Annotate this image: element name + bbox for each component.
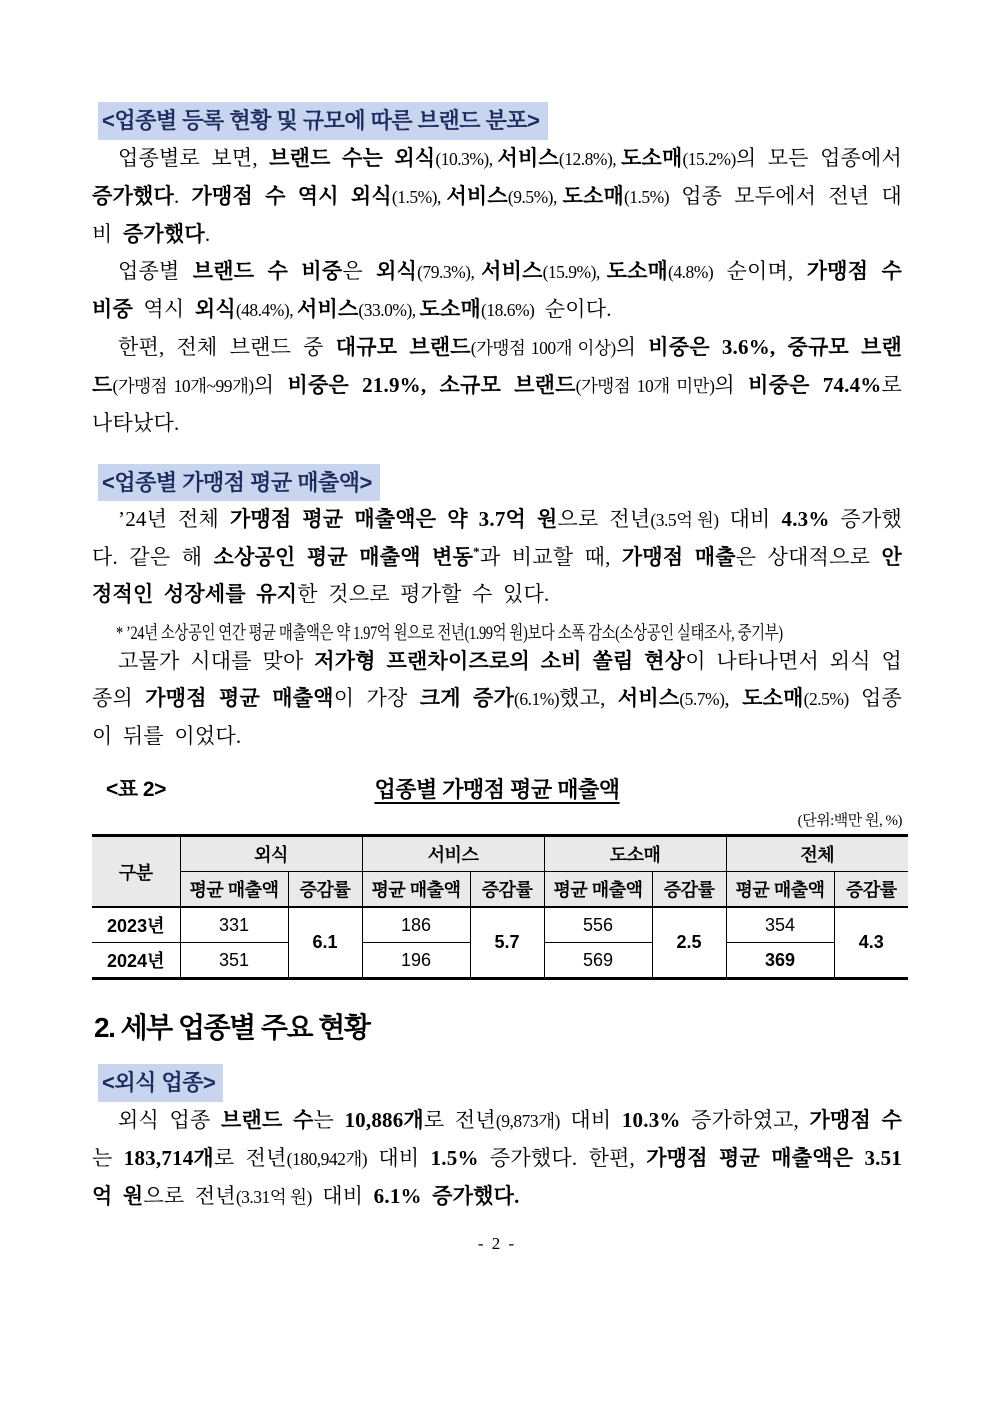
text-run: 외식 <box>376 258 418 283</box>
text-run: (1.5%) <box>623 186 670 207</box>
paragraph-industry-growth <box>92 140 902 253</box>
table-cell: 331 <box>180 907 288 943</box>
text-run: (가맹점 10개 미만) <box>575 375 715 396</box>
text-run: 증가했다. 한편, <box>478 1145 647 1170</box>
text-run: 가맹점 수 <box>809 1107 902 1132</box>
text-run: 업종별 <box>118 258 193 283</box>
footnote-text: * ’24년 소상공인 연간 평균 매출액은 약 1.97억 원으로 전년(1.99억 원)보다 소폭 감소(소상공인 실태조사, 중기부) <box>116 624 783 645</box>
table-header-row-groups <box>92 836 908 872</box>
text-run: 대비 <box>311 1183 374 1208</box>
text-run: 서비스 <box>497 145 559 170</box>
sub-header-avg-sales: 평균 매출액 <box>726 872 834 908</box>
text-run: 증가하였고, <box>680 1107 810 1132</box>
text-run: 은 <box>342 258 377 283</box>
text-run: 가맹점 수 비중 <box>92 258 902 321</box>
table-cell-growth-total: 4.3 <box>834 907 908 979</box>
text-run: 한 것으로 평가할 수 있다. <box>297 582 550 607</box>
text-run: 으로 전년 <box>143 1183 236 1208</box>
text-run: 대비 <box>367 1145 431 1170</box>
text-run: 6.1% 증가했다. <box>373 1183 520 1208</box>
text-run: 의 <box>714 372 749 397</box>
text-run: 의 <box>253 372 288 397</box>
text-run: (33.0%), <box>358 299 420 320</box>
text-run: 가맹점 매출 <box>621 545 736 570</box>
text-run: 대비 <box>718 507 782 532</box>
table-label: <표 2> <box>106 778 166 802</box>
text-run: 했고, <box>559 686 618 711</box>
section-header-food-sector: <외식 업종> <box>98 1064 223 1102</box>
text-run: 역시 <box>132 296 195 321</box>
text-run: 가맹점 평균 매출액 <box>145 686 334 711</box>
text-run: (79.3%), <box>417 261 482 282</box>
text-run: 도소매 <box>742 686 804 711</box>
table-cell-growth-service: 5.7 <box>470 907 544 979</box>
sub-header-avg-sales: 평균 매출액 <box>362 872 470 908</box>
col-group-food: 외식 <box>180 836 362 872</box>
table-header-row-subs <box>92 872 908 908</box>
table-unit-note: (단위:백만 원, %) <box>797 813 902 830</box>
text-run: 크게 증가 <box>419 686 515 711</box>
text-run: 이 가장 <box>333 686 420 711</box>
table-cell: 569 <box>544 943 652 979</box>
text-run: 도소매 <box>419 296 481 321</box>
text-run: 안정적인 성장세를 유지 <box>92 545 902 607</box>
text-run: 비중은 21.9%, 소규모 브랜드 <box>287 372 576 397</box>
text-run: 비중은 3.6%, 중규모 브랜드 <box>92 334 902 397</box>
text-run: (10.3%), <box>435 148 498 169</box>
text-run: 서비스 <box>617 686 680 711</box>
text-run: 저가형 프랜차이즈로의 소비 쏠림 현상 <box>314 649 686 674</box>
text-run: (3.5억 원) <box>650 510 719 531</box>
text-run: 10,886개 <box>344 1107 424 1132</box>
section-header-avg-sales: <업종별 가맹점 평균 매출액> <box>98 464 380 502</box>
text-run: 가맹점 평균 매출액은 3.51억 원 <box>92 1145 903 1208</box>
table-cell: 351 <box>180 943 288 979</box>
text-run: 로 전년 <box>423 1107 496 1132</box>
page-number: - 2 - <box>477 1233 517 1253</box>
table-cell: 196 <box>362 943 470 979</box>
footnote <box>116 619 902 643</box>
text-run: . <box>204 221 211 246</box>
text-run: 는 <box>313 1107 345 1132</box>
text-run: 업종 모두에서 전년 대비 <box>92 183 902 246</box>
text-run: 은 상대적으로 <box>735 545 882 570</box>
text-run: 외식 <box>394 145 436 170</box>
text-run: 으로 전년 <box>557 507 651 532</box>
text-run: (3.31억 원) <box>235 1186 312 1207</box>
text-run: 브랜드 수 비중 <box>192 258 343 283</box>
text-run: 가맹점 수 역시 외식 <box>191 183 392 208</box>
text-run: (4.8%) <box>668 261 714 282</box>
table-cell-growth-food: 6.1 <box>288 907 362 979</box>
text-run: ’24년 전체 <box>118 507 230 532</box>
text-run: (180,942개) <box>286 1148 368 1169</box>
text-run: 고물가 시대를 맞아 <box>118 649 315 674</box>
table-caption-row <box>92 773 902 805</box>
text-run: 4.3% <box>781 507 830 532</box>
text-run: (5.7%) <box>679 689 725 710</box>
text-run: 서비스 <box>446 183 508 208</box>
text-run: 증가했다 <box>122 221 205 246</box>
text-run: (2.5%) <box>803 689 849 710</box>
text-run: (9,873개) <box>495 1110 560 1131</box>
table-cell: 369 <box>726 943 834 979</box>
text-run: 의 <box>615 334 649 359</box>
table-row-2023 <box>92 907 908 943</box>
table-cell: 186 <box>362 907 470 943</box>
text-run: (6.1%) <box>514 689 560 710</box>
sub-header-growth: 증감률 <box>288 872 362 908</box>
text-run: 증가했다 <box>92 183 174 208</box>
text-run: 대규모 브랜드 <box>335 334 471 359</box>
text-run: (48.4%), <box>235 299 297 320</box>
text-run: (18.6%) <box>481 299 535 320</box>
text-run: 로 나타났다. <box>92 372 902 435</box>
text-run: 는 <box>92 1145 124 1170</box>
table-cell-growth-retail: 2.5 <box>652 907 726 979</box>
table-cell: 556 <box>544 907 652 943</box>
text-run: * <box>473 544 480 560</box>
text-run: 도소매 <box>620 145 683 170</box>
text-run: (가맹점 100개 이상) <box>470 337 616 358</box>
text-run: 외식 <box>194 296 236 321</box>
text-run: 10.3% <box>621 1107 681 1132</box>
text-run: 한편, 전체 브랜드 중 <box>118 334 336 359</box>
text-run: 대비 <box>559 1107 622 1132</box>
text-run: 이 나타나면서 외식 업종의 <box>92 649 902 711</box>
sub-header-avg-sales: 평균 매출액 <box>544 872 652 908</box>
row-header-2023: 2023년 <box>92 907 180 943</box>
paragraph-avg-sales-overview <box>92 501 902 613</box>
text-run: (가맹점 10개~99개) <box>112 375 254 396</box>
text-run: 1.5% <box>430 1145 479 1170</box>
sub-header-growth: 증감률 <box>652 872 726 908</box>
text-run: 의 모든 업종에서 <box>735 145 903 170</box>
text-run: 순이며, <box>713 258 807 283</box>
row-header-2024: 2024년 <box>92 943 180 979</box>
text-run: 로 전년 <box>213 1145 287 1170</box>
text-run: 업종이 뒤를 이었다. <box>92 686 903 749</box>
table-title: 업종별 가맹점 평균 매출액 <box>374 777 620 803</box>
text-run: 과 비교할 때, <box>479 545 622 570</box>
text-run: 도소매 <box>606 258 669 283</box>
text-run: 증가했다. 같은 해 <box>92 507 902 570</box>
paragraph-brand-size-share <box>92 329 902 442</box>
sub-header-growth: 증감률 <box>470 872 544 908</box>
text-run: 업종별로 보면, <box>118 145 270 170</box>
text-run: 브랜드 수는 <box>269 145 395 170</box>
text-run: . <box>173 183 192 208</box>
text-run: 소상공인 평균 매출액 변동 <box>213 545 474 570</box>
text-run: 서비스 <box>296 296 359 321</box>
paragraph-low-price-trend <box>92 643 902 755</box>
text-run: , <box>724 686 743 711</box>
sub-header-avg-sales: 평균 매출액 <box>180 872 288 908</box>
sub-header-growth: 증감률 <box>834 872 908 908</box>
col-group-service: 서비스 <box>362 836 544 872</box>
text-run: 비중은 74.4% <box>748 372 882 397</box>
text-run: (1.5%), <box>391 186 447 207</box>
paragraph-food-sector-stats <box>92 1102 902 1216</box>
text-run: 순이다. <box>534 296 612 321</box>
text-run: 183,714개 <box>123 1145 214 1170</box>
paragraph-share-by-industry <box>92 253 902 329</box>
section-header-brand-distribution: <업종별 등록 현황 및 규모에 따른 브랜드 분포> <box>98 102 548 140</box>
col-group-total: 전체 <box>726 836 908 872</box>
text-run: 가맹점 평균 매출액은 약 3.7억 원 <box>229 507 558 532</box>
text-run: (15.9%), <box>542 261 607 282</box>
text-run: 도소매 <box>562 183 624 208</box>
text-run: (15.2%) <box>682 148 736 169</box>
text-run: (9.5%), <box>507 186 563 207</box>
table-cell: 354 <box>726 907 834 943</box>
avg-sales-table <box>92 834 908 980</box>
col-group-retail: 도소매 <box>544 836 726 872</box>
text-run: 서비스 <box>481 258 543 283</box>
section-heading-detail: 2. 세부 업종별 주요 현황 <box>94 1012 370 1044</box>
text-run: (12.8%), <box>558 148 621 169</box>
text-run: 외식 업종 <box>118 1107 221 1132</box>
col-header-category: 구분 <box>92 836 180 908</box>
text-run: 브랜드 수 <box>220 1107 314 1132</box>
